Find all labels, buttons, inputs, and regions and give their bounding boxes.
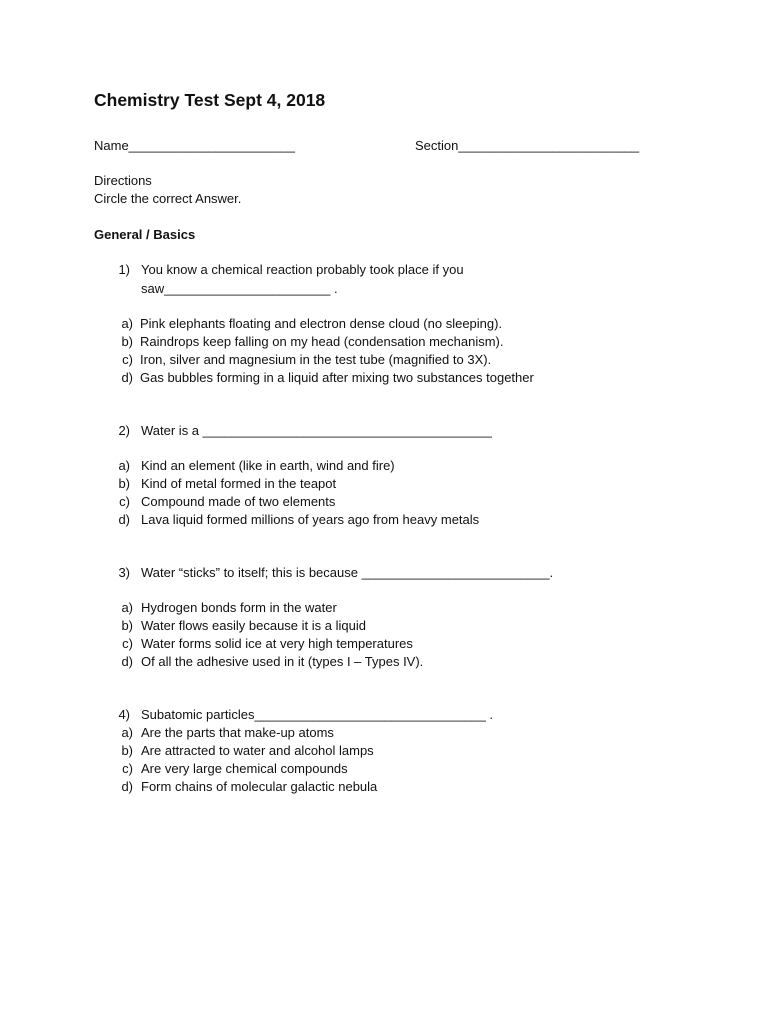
option-letter: a) [121, 600, 133, 615]
option-text: Of all the adhesive used in it (types I – Types IV). [141, 654, 424, 669]
option-text: Kind of metal formed in the teapot [141, 476, 337, 491]
option-text: Are attracted to water and alcohol lamps [141, 743, 374, 758]
option-text: Water forms solid ice at very high temperatures [141, 636, 413, 651]
question-number: 2) [118, 423, 130, 438]
option-text: Form chains of molecular galactic nebula [141, 779, 378, 794]
question-number: 1) [118, 262, 130, 277]
option-text: Raindrops keep falling on my head (condensation mechanism). [140, 334, 504, 349]
option-text: Compound made of two elements [141, 494, 336, 509]
option-letter: a) [118, 458, 130, 473]
section-heading: General / Basics [94, 227, 196, 242]
option-letter: d) [121, 779, 133, 794]
question-text: Water is a ________________________________________ [141, 423, 492, 438]
section-field: Section_________________________ [415, 138, 640, 153]
option-letter: a) [121, 725, 133, 740]
option-text: Water flows easily because it is a liquid [141, 618, 366, 633]
option-letter: c) [122, 636, 133, 651]
option-letter: d) [121, 654, 133, 669]
question-text: Water “sticks” to itself; this is because __________________________. [141, 565, 554, 580]
option-text: Kind an element (like in earth, wind and fire) [141, 458, 395, 473]
question-number: 4) [118, 707, 130, 722]
page-title: Chemistry Test Sept 4, 2018 [94, 90, 326, 110]
question-text: Subatomic particles________________________________ . [141, 707, 494, 722]
option-letter: c) [122, 352, 133, 367]
directions-heading: Directions [94, 173, 152, 188]
directions-instruction: Circle the correct Answer. [94, 191, 242, 206]
option-letter: c) [122, 761, 133, 776]
option-letter: d) [118, 512, 130, 527]
option-text: Are the parts that make-up atoms [141, 725, 334, 740]
question-text: You know a chemical reaction probably took place if you [141, 262, 464, 277]
option-text: Are very large chemical compounds [141, 761, 348, 776]
option-text: Gas bubbles forming in a liquid after mixing two substances together [140, 370, 534, 385]
option-letter: c) [119, 494, 130, 509]
option-text: Lava liquid formed millions of years ago from heavy metals [141, 512, 480, 527]
option-letter: b) [118, 476, 130, 491]
question-number: 3) [118, 565, 130, 580]
option-letter: b) [121, 334, 133, 349]
question-text-continued: saw_______________________ . [141, 281, 338, 296]
option-text: Pink elephants floating and electron dense cloud (no sleeping). [140, 316, 503, 331]
option-text: Hydrogen bonds form in the water [141, 600, 337, 615]
option-text: Iron, silver and magnesium in the test tube (magnified to 3X). [140, 352, 492, 367]
option-letter: b) [121, 618, 133, 633]
option-letter: b) [121, 743, 133, 758]
option-letter: a) [121, 316, 133, 331]
name-field: Name_______________________ [94, 138, 295, 153]
option-letter: d) [121, 370, 133, 385]
